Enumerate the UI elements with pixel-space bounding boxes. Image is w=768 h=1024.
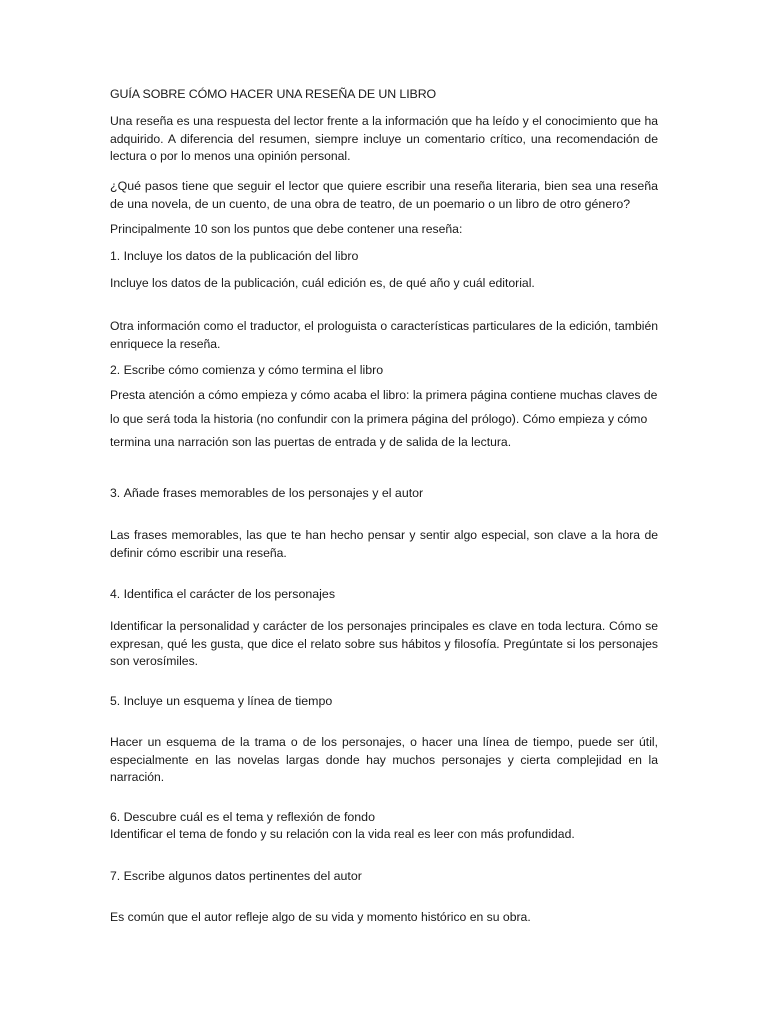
section-paragraph: Las frases memorables, las que te han hecho pensar y sentir algo especial, son clave a la hora de definir cómo escribir una reseña. — [110, 528, 658, 560]
section-title: Escribe cómo comienza y cómo termina el libro — [123, 363, 384, 377]
document-title: GUÍA SOBRE CÓMO HACER UNA RESEÑA DE UN LIBRO — [110, 87, 437, 101]
section-paragraph: Hacer un esquema de la trama o de los personajes, o hacer una línea de tiempo, puede ser útil, especialmente en las novelas largas donde hay muchos personajes y cierta complejidad en la narración. — [110, 735, 658, 784]
section-paragraph: Identificar el tema de fondo y su relación con la vida real es leer con más profundidad. — [110, 827, 575, 841]
section-paragraph: Presta atención a cómo empieza y cómo acaba el libro: la primera página contiene muchas claves de lo que será toda la historia (no confundir con la primera página del prólogo). Cómo empieza y cómo termina una narración son las puertas de entrada y de salida de la lectura. — [110, 388, 658, 449]
section-number: 3. — [110, 486, 121, 500]
section-heading — [110, 868, 658, 886]
section-title: Escribe algunos datos pertinentes del autor — [123, 869, 362, 883]
section-title: Añade frases memorables de los personajes y el autor — [123, 486, 424, 500]
points-intro: Principalmente 10 son los puntos que debe contener una reseña: — [110, 222, 463, 236]
section-number: 5. — [110, 694, 121, 708]
section-title: Identifica el carácter de los personajes — [123, 587, 336, 601]
section-paragraph: Identificar la personalidad y carácter de los personajes principales es clave en toda lectura. Cómo se expresan, qué les gusta, que dice el relato sobre sus hábitos y filosofía. Pregúntate si los personajes son verosímiles. — [110, 619, 658, 668]
section-number: 7. — [110, 869, 121, 883]
section-heading — [110, 693, 658, 711]
section-title: Incluye los datos de la publicación del libro — [123, 249, 359, 263]
document-page — [110, 0, 658, 1024]
intro-paragraph: Una reseña es una respuesta del lector frente a la información que ha leído y el conocimiento que ha adquirido. A diferencia del resumen, siempre incluye un comentario crítico, una recomendación de lectura o por lo menos una opinión personal. — [110, 114, 658, 163]
guiding-question: ¿Qué pasos tiene que seguir el lector que quiere escribir una reseña literaria, bien sea una reseña de una novela, de un cuento, de una obra de teatro, de un poemario o un libro de otro género? — [110, 179, 658, 211]
section-paragraph: Es común que el autor refleje algo de su vida y momento histórico en su obra. — [110, 910, 531, 924]
section-paragraph: Incluye los datos de la publicación, cuál edición es, de qué año y cuál editorial. — [110, 276, 535, 290]
section-heading — [110, 485, 658, 503]
section-number: 1. — [110, 249, 121, 263]
section-title: Incluye un esquema y línea de tiempo — [123, 694, 333, 708]
section-heading — [110, 586, 658, 604]
section-heading — [110, 362, 658, 380]
section-title: Descubre cuál es el tema y reflexión de fondo — [123, 810, 375, 824]
section-paragraph: Otra información como el traductor, el prologuista o características particulares de la edición, también enriquece la reseña. — [110, 319, 658, 351]
section-number: 6. — [110, 810, 121, 824]
section-heading — [110, 809, 658, 827]
section-number: 4. — [110, 587, 121, 601]
section-heading — [110, 248, 658, 266]
section-number: 2. — [110, 363, 121, 377]
